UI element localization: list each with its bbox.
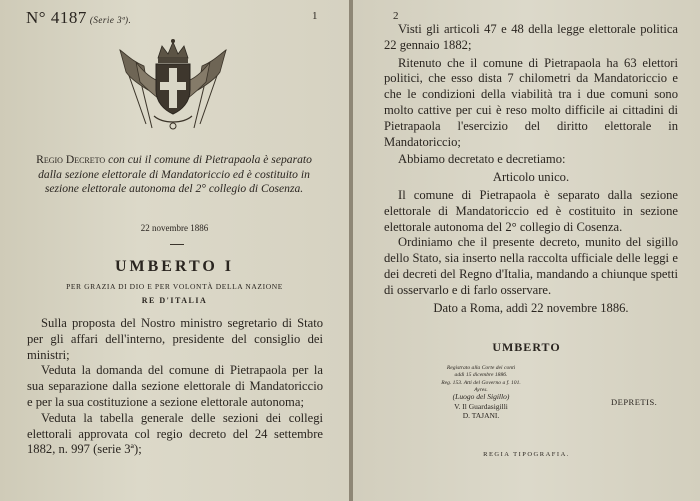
paragraph: Ritenuto che il comune di Pietrapaola ha 63 elettori politici, che esso dista 7 chilometri da Mandatoriccio e che le condizioni della viabilità tra i due comuni sono molto cattive per cui è reso molto difficile ai cittadini di Pietrapaola l'esercizio del diritto elettorale in Mandatoriccio; — [384, 55, 678, 149]
seal-block — [391, 392, 571, 421]
right-body-text — [384, 22, 678, 316]
paragraph: Visti gli articoli 47 e 48 della legge elettorale politica 22 gennaio 1882; — [384, 22, 678, 52]
paragraph: Veduta la tabella generale delle sezioni dei collegi elettorali approvata col regio decreto del 24 settembre 1882, n. 997 (serie 3ª); — [27, 410, 323, 457]
right-page — [353, 0, 700, 501]
seal-line: D. TAJANI. — [462, 411, 500, 420]
minister-signature: DEPRETIS. — [611, 397, 658, 407]
decree-date: 22 novembre 1886 — [140, 223, 209, 233]
registration-note — [391, 365, 571, 395]
divider — [170, 244, 184, 245]
document-number — [26, 8, 131, 28]
paragraph: Abbiamo decretato e decretiamo: — [398, 152, 566, 167]
page-number-right: 2 — [393, 10, 399, 22]
dated-line: Dato a Roma, addì 22 novembre 1886. — [433, 300, 629, 315]
king-signature: UMBERTO — [492, 340, 561, 354]
seal-line: V. Il Guardasigilli — [454, 401, 508, 411]
registration-line: Reg. 153. Atti del Governo a f. 101. — [441, 379, 521, 386]
king-name: UMBERTO I — [114, 258, 235, 275]
decree-title-lead: Regio Decreto — [36, 153, 106, 166]
seal-line: (Luogo del Sigillo) — [452, 392, 510, 401]
series-label: (Serie 3ª). — [89, 15, 132, 25]
printer-imprint: REGIA TIPOGRAFIA. — [483, 451, 570, 458]
registration-line: Ayres. — [474, 387, 488, 394]
king-of-italy-line: RE D'ITALIA — [141, 296, 208, 305]
page-number-left: 1 — [312, 10, 318, 22]
paragraph: Veduta la domanda del comune di Pietrapaola per la sua separazione dalla sezione elettorale di Mandatoriccio e per la sua costituzione a sezione elettorale autonoma; — [27, 363, 323, 409]
registration-line: Registrato alla Corte dei conti — [446, 365, 516, 371]
paragraph: Ordiniamo che il presente decreto, munito del sigillo dello Stato, sia inserto nella raccolta ufficiale delle leggi e dei decreti del Regno d'Italia, mandando a chiunque spetti di osservarlo e di farlo osservare. — [384, 235, 678, 297]
document-number-text: N° 4187 — [26, 8, 87, 27]
left-page — [0, 0, 349, 501]
registration-line: addì 15 dicembre 1886. — [454, 372, 508, 379]
decree-title-text: con cui il comune di Pietrapaola è separato dalla sezione elettorale di Mandatoriccio ed è costituito in sezione elettorale autonoma del 2° collegio di Cosenza. — [38, 153, 312, 195]
decree-title — [28, 153, 320, 197]
by-grace-line: PER GRAZIA DI DIO E PER VOLONTÀ DELLA NAZIONE — [66, 282, 283, 291]
savoy-coat-of-arms-icon — [108, 32, 238, 137]
paragraph: Sulla proposta del Nostro ministro segretario di Stato per gli affari dell'interno, presidente del consiglio dei ministri; — [27, 316, 323, 362]
article-heading: Articolo unico. — [492, 170, 570, 185]
left-body-text — [27, 316, 323, 458]
paragraph: Il comune di Pietrapaola è separato dalla sezione elettorale di Mandatoriccio ed è costituito in sezione elettorale autonoma del 2° collegio di Cosenza. — [384, 187, 678, 234]
